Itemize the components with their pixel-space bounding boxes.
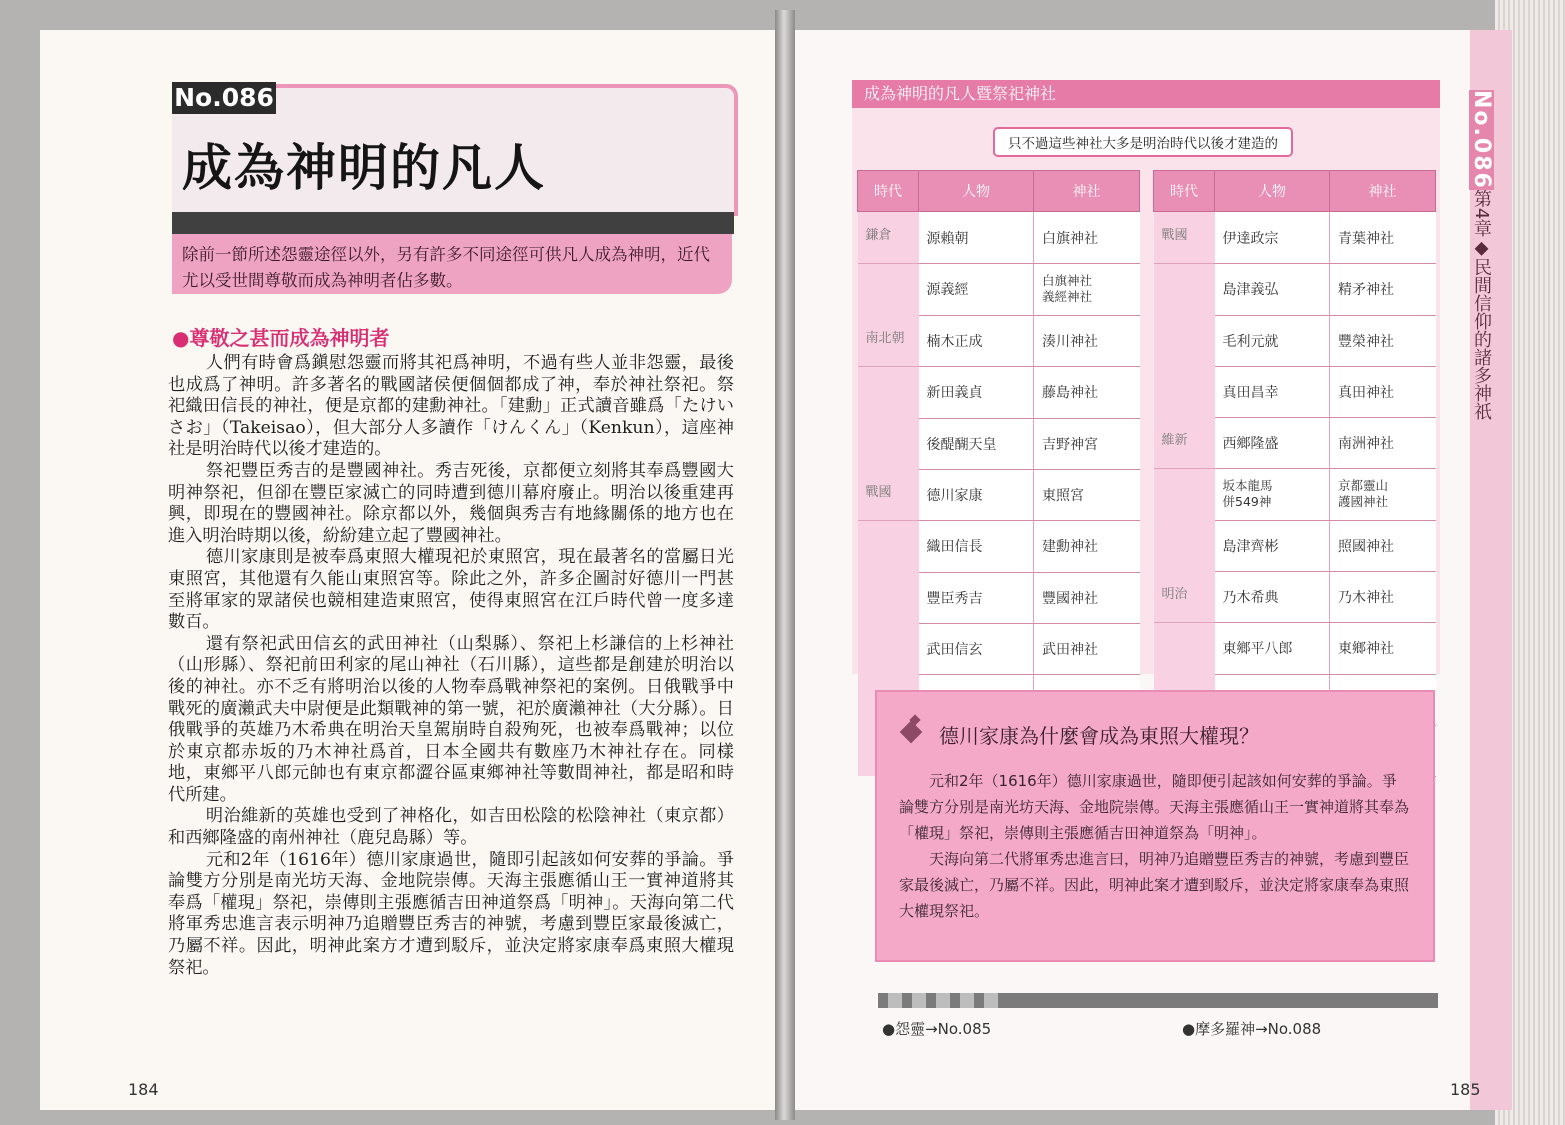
entry-number-tag: No.086: [172, 82, 276, 114]
shrine-table-right: [1153, 170, 1436, 777]
table-row: [1154, 623, 1436, 675]
shrine-cell: 真田神社: [1330, 366, 1436, 417]
shrine-cell: 豐國神社: [1034, 572, 1140, 623]
paragraph: 天海向第二代將軍秀忠進言曰，明神乃追贈豐臣秀吉的神號，考慮到豐臣家最後滅亡，乃屬不祥。因此，明神此案才遭到駁斥，並決定將家康奉為東照大權現祭祀。: [899, 850, 1410, 920]
table-row: [858, 367, 1140, 419]
table-row: [858, 469, 1140, 521]
table-row: [858, 418, 1140, 469]
side-index: [1468, 90, 1494, 420]
shrine-cell: 照國神社: [1330, 520, 1436, 571]
paragraph: 德川家康則是被奉爲東照大權現祀於東照宮，現在最著名的當屬日光東照宮，其他還有久能山東照宮等。除此之外，許多企圖討好德川一門甚至將軍家的眾諸侯也競相建造東照宮，使得東照宮在江戶時代曾一度多達數百。: [168, 547, 734, 633]
shrine-cell: 白旗神社 義經神社: [1034, 264, 1140, 316]
era-cell: 鎌倉: [858, 212, 919, 264]
diamond-ornament-icon: [900, 721, 923, 744]
person-cell: 東鄉平八郎: [1215, 623, 1330, 675]
era-cell: [858, 521, 919, 573]
person-cell: 真田昌幸: [1215, 366, 1330, 417]
table-row: [1154, 366, 1436, 417]
body-text: [168, 353, 734, 979]
paragraph: 明治維新的英雄也受到了神格化，如吉田松陰的松陰神社（東京都）和西鄉隆盛的南州神社（鹿兒島縣）等。: [168, 806, 734, 849]
table-row: [858, 212, 1140, 264]
header-shrine: 神社: [1330, 171, 1436, 212]
paragraph: 人們有時會爲鎭慰怨靈而將其祀爲神明，不過有些人並非怨靈，最後也成爲了神明。許多著名的戰國諸侯便個個都成了神，奉於神社祭祀。祭祀織田信長的神社，便是京都的建勳神社。「建勳」正式讀音雖爲「たけいさお」（Takeisao），但大部分人多讀作「けんくん」（Kenkun），這座神社是明治時代以後才建造的。: [168, 353, 734, 460]
header-shrine: 神社: [1034, 171, 1140, 212]
header-era: 時代: [858, 171, 919, 212]
era-cell: [1154, 469, 1215, 521]
person-cell: 坂本龍馬 併549神: [1215, 469, 1330, 521]
era-cell: [858, 418, 919, 469]
shrine-table-left: [857, 170, 1140, 777]
intro-summary: 除前一節所述怨靈途徑以外，另有許多不同途徑可供凡人成為神明，近代尤以受世間尊敬而成為神明者佔多數。: [172, 234, 732, 294]
era-cell: [1154, 520, 1215, 571]
shrine-cell: 建勳神社: [1034, 521, 1140, 573]
table-row: [858, 572, 1140, 623]
page-number-left: 184: [128, 1080, 159, 1099]
column-box: [875, 690, 1435, 962]
shrine-cell: 乃木神社: [1330, 571, 1436, 623]
table-row: [1154, 571, 1436, 623]
shrine-cell: 湊川神社: [1034, 315, 1140, 367]
header-era: 時代: [1154, 171, 1215, 212]
side-chapter-label: 第4章◆民間信仰的諸多神祇: [1471, 189, 1492, 421]
shrine-cell: 藤島神社: [1034, 367, 1140, 419]
paragraph: 還有祭祀武田信玄的武田神社（山梨縣）、祭祀上杉謙信的上杉神社（山形縣）、祭祀前田利家的尾山神社（石川縣），這些都是創建於明治以後的神社。亦不乏有將明治以後的人物奉爲戰神祭祀的案例。日俄戰爭中戰死的廣瀨武夫中尉便是此類戰神的第一號，祀於廣瀨神社（大分縣）。日俄戰爭的英雄乃木希典在明治天皇駕崩時自殺殉死，也被奉爲戰神；以位於東京都赤坂的乃木神社爲首，日本全國共有數座乃木神社存在。同樣地，東鄉平八郎元帥也有東京都澀谷區東鄉神社等數間神社，都是昭和時代所建。: [168, 633, 734, 805]
title-divider-bar: [172, 212, 734, 234]
person-cell: 毛利元就: [1215, 315, 1330, 366]
column-question: 德川家康為什麼會成為東照大權現？: [939, 724, 1259, 748]
person-cell: 武田信玄: [919, 623, 1034, 674]
person-cell: 豐臣秀吉: [919, 572, 1034, 623]
era-cell: 明治: [1154, 571, 1215, 623]
table-row: [858, 623, 1140, 674]
table-row: [1154, 469, 1436, 521]
shrine-cell: 武田神社: [1034, 623, 1140, 674]
table-row: [858, 315, 1140, 367]
book-gutter: [775, 10, 795, 1120]
era-cell: [858, 623, 919, 674]
related-topics-bar: [878, 993, 1438, 1008]
column-text: [899, 768, 1411, 924]
paragraph: 元和2年（1616年）德川家康過世，隨即便引起該如何安葬的爭論。爭論雙方分別是南光坊天海、金地院崇傳。天海主張應循山王一實神道將其奉為「權現」祭祀，崇傳則主張應循吉田神道祭為「明神」。: [899, 772, 1410, 842]
shrine-cell: 南洲神社: [1330, 417, 1436, 469]
era-cell: 戰國: [1154, 212, 1215, 264]
shrine-cell: 東鄉神社: [1330, 623, 1436, 675]
related-link-prev: ●怨靈→No.085: [882, 1020, 992, 1038]
era-cell: [858, 264, 919, 316]
era-cell: [1154, 264, 1215, 316]
section-heading: ●尊敬之甚而成為神明者: [172, 326, 390, 350]
person-cell: 源義經: [919, 264, 1034, 316]
era-cell: [858, 572, 919, 623]
page-number-right: 185: [1450, 1080, 1481, 1099]
era-cell: 戰國: [858, 469, 919, 521]
person-cell: 乃木希典: [1215, 571, 1330, 623]
person-cell: 源賴朝: [919, 212, 1034, 264]
person-cell: 西鄉隆盛: [1215, 417, 1330, 469]
figure-callout: 只不過這些神社大多是明治時代以後才建造的: [993, 127, 1293, 157]
person-cell: 新田義貞: [919, 367, 1034, 419]
header-person: 人物: [1215, 171, 1330, 212]
related-link-next: ●摩多羅神→No.088: [1182, 1020, 1322, 1038]
header-person: 人物: [919, 171, 1034, 212]
page-title: 成為神明的凡人: [182, 139, 546, 197]
table-row: [1154, 315, 1436, 366]
shrine-cell: 白旗神社: [1034, 212, 1140, 264]
table-row: [1154, 417, 1436, 469]
shrine-cell: 東照宮: [1034, 469, 1140, 521]
side-entry-number: No.086: [1469, 90, 1494, 190]
era-cell: 維新: [1154, 417, 1215, 469]
table-row: [858, 264, 1140, 316]
figure-title: 成為神明的凡人暨祭祀神社: [852, 80, 1440, 108]
paragraph: 祭祀豐臣秀吉的是豐國神社。秀吉死後，京都便立刻將其奉爲豐國大明神祭祀，但卻在豐臣家滅亡的同時遭到德川幕府廢止。明治以後重建再興，即現在的豐國神社。除京都以外，幾個與秀吉有地緣關係的地方也在進入明治時期以後，紛紛建立起了豐國神社。: [168, 460, 734, 546]
table-row: [1154, 520, 1436, 571]
person-cell: 後醍醐天皇: [919, 418, 1034, 469]
shrine-cell: 吉野神宮: [1034, 418, 1140, 469]
shrine-cell: 京都靈山 護國神社: [1330, 469, 1436, 521]
table-row: [1154, 212, 1436, 264]
person-cell: 楠木正成: [919, 315, 1034, 367]
shrine-cell: 精矛神社: [1330, 264, 1436, 316]
table-row: [858, 521, 1140, 573]
era-cell: [1154, 623, 1215, 675]
era-cell: 南北朝: [858, 315, 919, 367]
shrine-cell: 豐榮神社: [1330, 315, 1436, 366]
person-cell: 織田信長: [919, 521, 1034, 573]
era-cell: [1154, 315, 1215, 366]
era-cell: [1154, 366, 1215, 417]
shrine-cell: 青葉神社: [1330, 212, 1436, 264]
table-row: [1154, 264, 1436, 316]
paragraph: 元和2年（1616年）德川家康過世，隨即引起該如何安葬的爭論。爭論雙方分別是南光坊天海、金地院崇傳。天海主張應循山王一實神道將其奉爲「權現」祭祀，崇傳則主張應循吉田神道祭爲「明神」。天海向第二代將軍秀忠進言表示明神乃追贈豐臣秀吉的神號，考慮到豐臣家最後滅亡，乃屬不祥。因此，明神此案方才遭到駁斥，並決定將家康奉爲東照大權現祭祀。: [168, 849, 734, 978]
person-cell: 伊達政宗: [1215, 212, 1330, 264]
era-cell: [858, 367, 919, 419]
person-cell: 德川家康: [919, 469, 1034, 521]
person-cell: 島津齊彬: [1215, 520, 1330, 571]
person-cell: 島津義弘: [1215, 264, 1330, 316]
